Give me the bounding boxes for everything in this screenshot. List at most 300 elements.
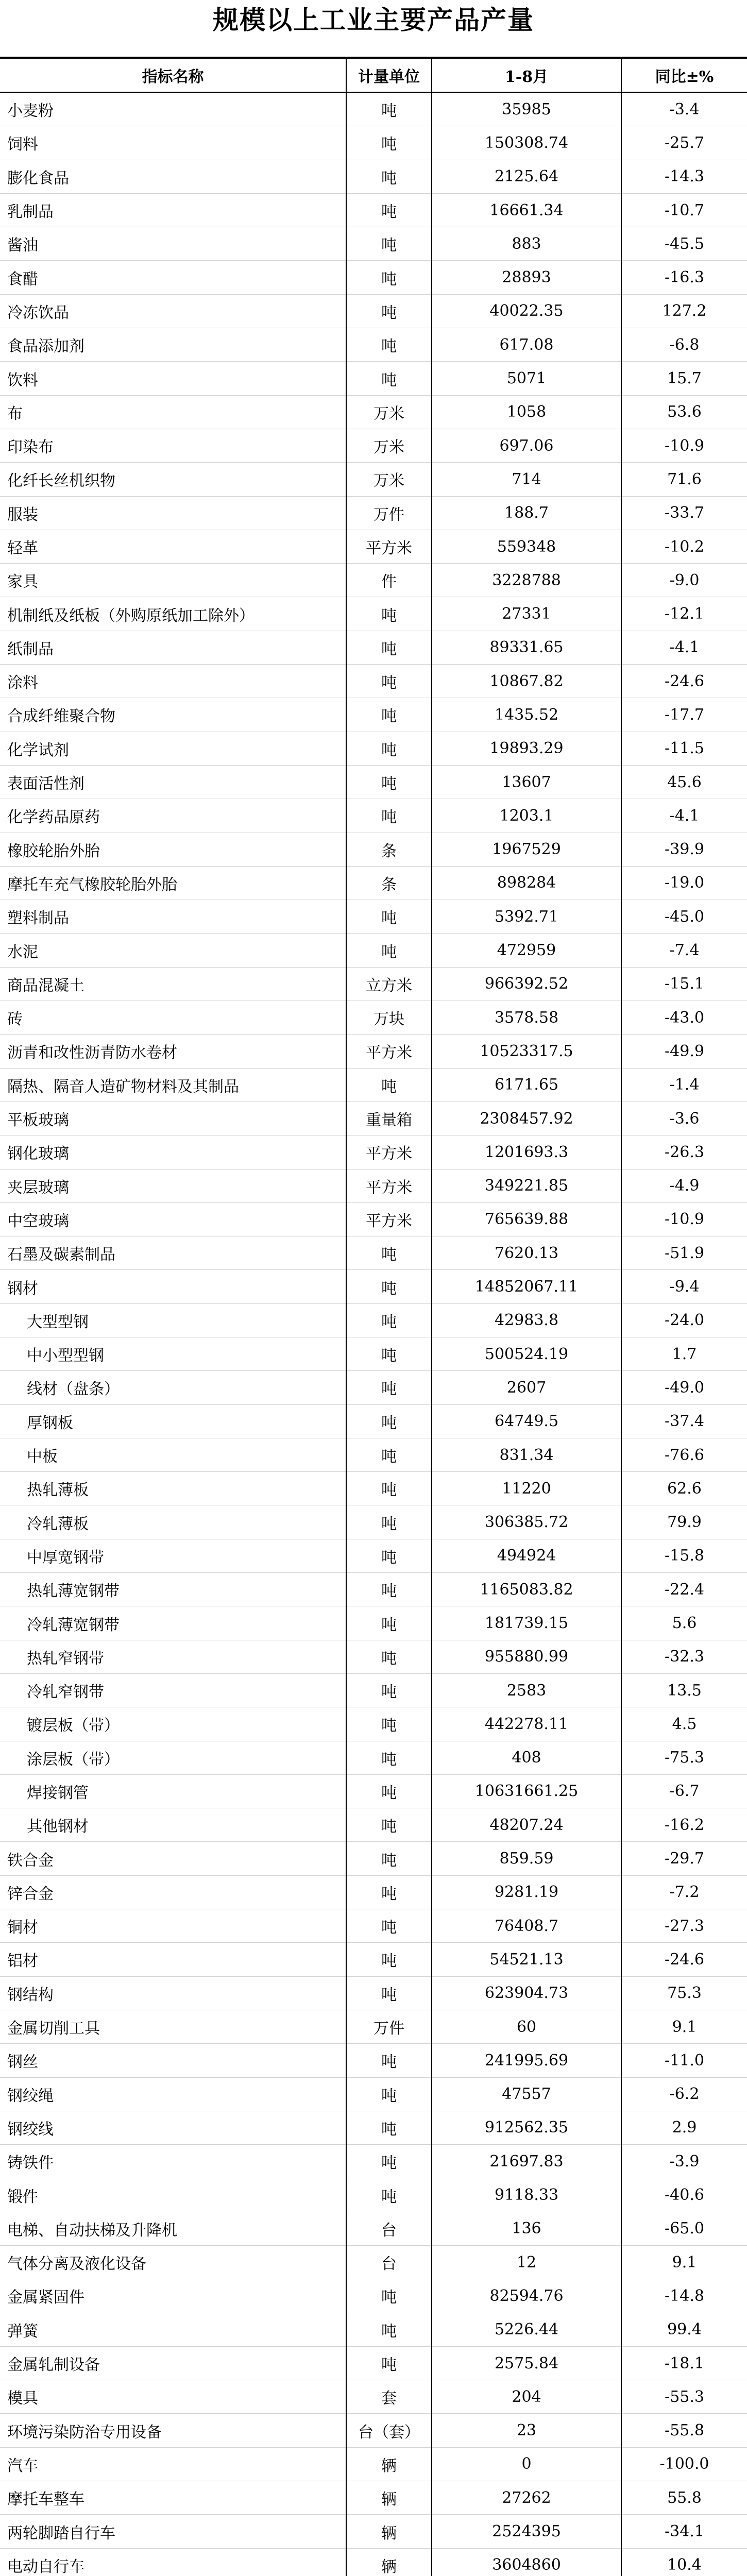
row-name: 锻件 xyxy=(0,2178,346,2212)
row-value: 1435.52 xyxy=(432,698,621,732)
table-row xyxy=(0,2212,747,2245)
table-row xyxy=(0,294,747,328)
row-value: 912562.35 xyxy=(432,2111,621,2144)
row-yoy: -12.1 xyxy=(621,597,747,631)
row-value: 955880.99 xyxy=(432,1640,621,1673)
table-row xyxy=(0,1774,747,1808)
row-name: 铜材 xyxy=(0,1909,346,1943)
table-row xyxy=(0,1101,747,1135)
row-value: 12 xyxy=(432,2246,621,2279)
row-name: 家具 xyxy=(0,564,346,597)
table-row xyxy=(0,261,747,294)
row-value: 1201693.3 xyxy=(432,1136,621,1169)
row-yoy: 1.7 xyxy=(621,1337,747,1370)
row-name: 涂层板（带） xyxy=(0,1741,346,1774)
row-unit: 吨 xyxy=(346,934,432,967)
row-name: 中板 xyxy=(0,1438,346,1471)
row-unit: 吨 xyxy=(346,665,432,698)
row-value: 5392.71 xyxy=(432,900,621,934)
row-value: 2125.64 xyxy=(432,160,621,193)
row-name: 化学药品原药 xyxy=(0,799,346,833)
row-value: 204 xyxy=(432,2380,621,2414)
row-yoy: -39.9 xyxy=(621,833,747,866)
row-yoy: -76.6 xyxy=(621,1438,747,1471)
row-name: 环境污染防治专用设备 xyxy=(0,2414,346,2447)
row-value: 349221.85 xyxy=(432,1169,621,1202)
row-unit: 辆 xyxy=(346,2481,432,2515)
row-name: 塑料制品 xyxy=(0,900,346,934)
row-value: 714 xyxy=(432,463,621,496)
row-yoy: -1.4 xyxy=(621,1068,747,1101)
row-unit: 吨 xyxy=(346,160,432,193)
row-yoy: -32.3 xyxy=(621,1640,747,1673)
row-value: 11220 xyxy=(432,1472,621,1505)
table-row xyxy=(0,564,747,597)
row-unit: 吨 xyxy=(346,227,432,261)
row-unit: 吨 xyxy=(346,1371,432,1404)
row-value: 28893 xyxy=(432,261,621,294)
row-yoy: 10.4 xyxy=(621,2548,747,2576)
header-row xyxy=(0,58,747,92)
row-value: 3604860 xyxy=(432,2548,621,2576)
row-yoy: -10.2 xyxy=(621,530,747,563)
table-row xyxy=(0,2380,747,2414)
row-value: 76408.7 xyxy=(432,1909,621,1943)
row-yoy: 62.6 xyxy=(621,1472,747,1505)
row-yoy: -27.3 xyxy=(621,1909,747,1943)
row-value: 5226.44 xyxy=(432,2313,621,2346)
table-row xyxy=(0,1842,747,1875)
row-unit: 吨 xyxy=(346,1808,432,1842)
row-value: 500524.19 xyxy=(432,1337,621,1370)
row-name: 铁合金 xyxy=(0,1842,346,1875)
row-name: 热轧窄钢带 xyxy=(0,1640,346,1673)
row-unit: 吨 xyxy=(346,2279,432,2313)
row-yoy: -49.9 xyxy=(621,1035,747,1068)
row-name: 酱油 xyxy=(0,227,346,261)
row-unit: 吨 xyxy=(346,1707,432,1741)
row-name: 铸铁件 xyxy=(0,2145,346,2178)
row-name: 摩托车充气橡胶轮胎外胎 xyxy=(0,866,346,900)
row-unit: 辆 xyxy=(346,2515,432,2548)
row-yoy: -11.5 xyxy=(621,732,747,765)
row-name: 布 xyxy=(0,395,346,429)
row-unit: 吨 xyxy=(346,900,432,934)
table-row xyxy=(0,2111,747,2144)
table-row xyxy=(0,1976,747,2010)
row-unit: 辆 xyxy=(346,2447,432,2481)
row-unit: 万米 xyxy=(346,395,432,429)
row-yoy: -24.6 xyxy=(621,665,747,698)
row-unit: 台 xyxy=(346,2246,432,2279)
row-yoy: 13.5 xyxy=(621,1673,747,1707)
table-row xyxy=(0,1236,747,1270)
row-yoy: 5.6 xyxy=(621,1606,747,1640)
table-row xyxy=(0,1673,747,1707)
row-value: 9281.19 xyxy=(432,1875,621,1909)
row-name: 水泥 xyxy=(0,934,346,967)
row-value: 442278.11 xyxy=(432,1707,621,1741)
row-name: 化纤长丝机织物 xyxy=(0,463,346,496)
row-yoy: -75.3 xyxy=(621,1741,747,1774)
row-unit: 吨 xyxy=(346,1539,432,1572)
row-name: 中空玻璃 xyxy=(0,1202,346,1236)
row-value: 35985 xyxy=(432,92,621,126)
row-unit: 吨 xyxy=(346,1573,432,1606)
row-unit: 吨 xyxy=(346,631,432,664)
row-name: 线材（盘条） xyxy=(0,1371,346,1404)
row-yoy: -26.3 xyxy=(621,1136,747,1169)
table-row xyxy=(0,934,747,967)
row-value: 181739.15 xyxy=(432,1606,621,1640)
row-unit: 平方米 xyxy=(346,530,432,563)
row-value: 1203.1 xyxy=(432,799,621,833)
row-value: 47557 xyxy=(432,2077,621,2111)
row-name: 中小型型钢 xyxy=(0,1337,346,1370)
table-row xyxy=(0,967,747,1001)
row-value: 472959 xyxy=(432,934,621,967)
table-row xyxy=(0,1068,747,1101)
row-name: 石墨及碳素制品 xyxy=(0,1236,346,1270)
row-value: 831.34 xyxy=(432,1438,621,1471)
table-row xyxy=(0,1035,747,1068)
row-unit: 吨 xyxy=(346,1236,432,1270)
row-value: 2607 xyxy=(432,1371,621,1404)
table-row xyxy=(0,799,747,833)
table-row xyxy=(0,2077,747,2111)
row-name: 机制纸及纸板（外购原纸加工除外） xyxy=(0,597,346,631)
table-row xyxy=(0,1640,747,1673)
row-name: 乳制品 xyxy=(0,193,346,227)
row-unit: 吨 xyxy=(346,1505,432,1539)
row-name: 饮料 xyxy=(0,362,346,395)
table-row xyxy=(0,2447,747,2481)
row-unit: 吨 xyxy=(346,2313,432,2346)
row-value: 494924 xyxy=(432,1539,621,1572)
row-yoy: -6.2 xyxy=(621,2077,747,2111)
row-yoy: -15.8 xyxy=(621,1539,747,1572)
row-value: 617.08 xyxy=(432,328,621,362)
row-yoy: -3.4 xyxy=(621,92,747,126)
row-unit: 吨 xyxy=(346,193,432,227)
row-yoy: -17.7 xyxy=(621,698,747,732)
table-row xyxy=(0,1270,747,1303)
row-yoy: -34.1 xyxy=(621,2515,747,2548)
row-value: 2583 xyxy=(432,1673,621,1707)
row-unit: 台 xyxy=(346,2212,432,2245)
row-yoy: -65.0 xyxy=(621,2212,747,2245)
row-unit: 万件 xyxy=(346,2010,432,2043)
row-value: 14852067.11 xyxy=(432,1270,621,1303)
row-yoy: 45.6 xyxy=(621,765,747,799)
row-value: 559348 xyxy=(432,530,621,563)
table-row xyxy=(0,1169,747,1202)
table-row xyxy=(0,665,747,698)
row-yoy: -16.3 xyxy=(621,261,747,294)
row-yoy: -4.1 xyxy=(621,631,747,664)
row-yoy: 127.2 xyxy=(621,294,747,328)
row-unit: 吨 xyxy=(346,1606,432,1640)
row-value: 60 xyxy=(432,2010,621,2043)
row-value: 10631661.25 xyxy=(432,1774,621,1808)
row-value: 2308457.92 xyxy=(432,1101,621,1135)
row-yoy: -19.0 xyxy=(621,866,747,900)
row-yoy: -7.2 xyxy=(621,1875,747,1909)
row-yoy: 9.1 xyxy=(621,2246,747,2279)
row-name: 金属轧制设备 xyxy=(0,2346,346,2380)
row-unit: 重量箱 xyxy=(346,1101,432,1135)
row-name: 砖 xyxy=(0,1001,346,1035)
table-row xyxy=(0,1943,747,1976)
row-name: 表面活性剂 xyxy=(0,765,346,799)
row-unit: 吨 xyxy=(346,1303,432,1337)
row-yoy: -15.1 xyxy=(621,967,747,1001)
table-row xyxy=(0,698,747,732)
row-value: 241995.69 xyxy=(432,2044,621,2077)
row-value: 42983.8 xyxy=(432,1303,621,1337)
row-yoy: 55.8 xyxy=(621,2481,747,2515)
row-name: 商品混凝土 xyxy=(0,967,346,1001)
row-unit: 平方米 xyxy=(346,1035,432,1068)
row-value: 7620.13 xyxy=(432,1236,621,1270)
table-row xyxy=(0,2346,747,2380)
row-yoy: -3.6 xyxy=(621,1101,747,1135)
row-yoy: -10.9 xyxy=(621,1202,747,1236)
row-unit: 条 xyxy=(346,833,432,866)
row-value: 898284 xyxy=(432,866,621,900)
row-value: 10867.82 xyxy=(432,665,621,698)
row-name: 纸制品 xyxy=(0,631,346,664)
row-unit: 万块 xyxy=(346,1001,432,1035)
row-value: 82594.76 xyxy=(432,2279,621,2313)
row-value: 623904.73 xyxy=(432,1976,621,2010)
row-value: 188.7 xyxy=(432,496,621,530)
table-row xyxy=(0,395,747,429)
row-yoy: -6.8 xyxy=(621,328,747,362)
row-yoy: -100.0 xyxy=(621,2447,747,2481)
row-name: 电梯、自动扶梯及升降机 xyxy=(0,2212,346,2245)
row-value: 765639.88 xyxy=(432,1202,621,1236)
row-name: 钢材 xyxy=(0,1270,346,1303)
row-unit: 万米 xyxy=(346,463,432,496)
table-row xyxy=(0,2044,747,2077)
row-yoy: -49.0 xyxy=(621,1371,747,1404)
table-row xyxy=(0,900,747,934)
table-row xyxy=(0,631,747,664)
row-name: 两轮脚踏自行车 xyxy=(0,2515,346,2548)
row-name: 冷冻饮品 xyxy=(0,294,346,328)
row-value: 150308.74 xyxy=(432,126,621,160)
row-unit: 吨 xyxy=(346,2178,432,2212)
row-yoy: 75.3 xyxy=(621,1976,747,2010)
row-name: 夹层玻璃 xyxy=(0,1169,346,1202)
row-value: 64749.5 xyxy=(432,1404,621,1438)
row-name: 镀层板（带） xyxy=(0,1707,346,1741)
table-row xyxy=(0,227,747,261)
row-unit: 吨 xyxy=(346,698,432,732)
row-yoy: 53.6 xyxy=(621,395,747,429)
row-name: 橡胶轮胎外胎 xyxy=(0,833,346,866)
row-yoy: 9.1 xyxy=(621,2010,747,2043)
table-row xyxy=(0,1303,747,1337)
header-yoy-change: 同比±% xyxy=(621,58,747,92)
table-row xyxy=(0,92,747,126)
row-value: 9118.33 xyxy=(432,2178,621,2212)
row-name: 小麦粉 xyxy=(0,92,346,126)
row-name: 合成纤维聚合物 xyxy=(0,698,346,732)
row-value: 89331.65 xyxy=(432,631,621,664)
row-unit: 平方米 xyxy=(346,1169,432,1202)
table-row xyxy=(0,732,747,765)
row-value: 697.06 xyxy=(432,429,621,462)
row-unit: 立方米 xyxy=(346,967,432,1001)
row-unit: 吨 xyxy=(346,2346,432,2380)
row-name: 金属切削工具 xyxy=(0,2010,346,2043)
row-name: 平板玻璃 xyxy=(0,1101,346,1135)
row-yoy: -9.4 xyxy=(621,1270,747,1303)
row-value: 27262 xyxy=(432,2481,621,2515)
table-row xyxy=(0,2548,747,2576)
row-yoy: -55.3 xyxy=(621,2380,747,2414)
row-unit: 吨 xyxy=(346,362,432,395)
table-row xyxy=(0,126,747,160)
table-row xyxy=(0,2145,747,2178)
row-unit: 吨 xyxy=(346,1976,432,2010)
row-yoy: -9.0 xyxy=(621,564,747,597)
row-value: 136 xyxy=(432,2212,621,2245)
row-yoy: -6.7 xyxy=(621,1774,747,1808)
table-row xyxy=(0,1741,747,1774)
row-name: 摩托车整车 xyxy=(0,2481,346,2515)
table-row xyxy=(0,496,747,530)
row-yoy: -10.7 xyxy=(621,193,747,227)
row-unit: 吨 xyxy=(346,261,432,294)
table-row xyxy=(0,2481,747,2515)
table-row xyxy=(0,765,747,799)
row-name: 热轧薄板 xyxy=(0,1472,346,1505)
row-unit: 套 xyxy=(346,2380,432,2414)
table-row xyxy=(0,2414,747,2447)
row-name: 钢化玻璃 xyxy=(0,1136,346,1169)
row-unit: 万件 xyxy=(346,496,432,530)
row-yoy: -40.6 xyxy=(621,2178,747,2212)
row-name: 大型型钢 xyxy=(0,1303,346,1337)
table-row xyxy=(0,833,747,866)
row-yoy: -45.5 xyxy=(621,227,747,261)
row-name: 气体分离及液化设备 xyxy=(0,2246,346,2279)
table-row xyxy=(0,160,747,193)
row-value: 16661.34 xyxy=(432,193,621,227)
row-value: 1165083.82 xyxy=(432,1573,621,1606)
row-unit: 吨 xyxy=(346,1875,432,1909)
row-unit: 吨 xyxy=(346,1673,432,1707)
row-name: 冷轧窄钢带 xyxy=(0,1673,346,1707)
page-title: 规模以上工业主要产品产量 xyxy=(213,5,534,35)
row-value: 408 xyxy=(432,1741,621,1774)
row-name: 汽车 xyxy=(0,2447,346,2481)
table-row xyxy=(0,597,747,631)
table-row xyxy=(0,530,747,563)
row-name: 沥青和改性沥青防水卷材 xyxy=(0,1035,346,1068)
row-name: 热轧薄宽钢带 xyxy=(0,1573,346,1606)
row-yoy: 71.6 xyxy=(621,463,747,496)
row-value: 0 xyxy=(432,2447,621,2481)
row-value: 3228788 xyxy=(432,564,621,597)
table-row xyxy=(0,1438,747,1471)
row-yoy: -4.1 xyxy=(621,799,747,833)
row-name: 厚钢板 xyxy=(0,1404,346,1438)
row-name: 其他钢材 xyxy=(0,1808,346,1842)
row-unit: 件 xyxy=(346,564,432,597)
table-row xyxy=(0,2178,747,2212)
table-body xyxy=(0,92,747,2576)
row-unit: 吨 xyxy=(346,1438,432,1471)
row-value: 27331 xyxy=(432,597,621,631)
row-unit: 吨 xyxy=(346,1640,432,1673)
table-row xyxy=(0,866,747,900)
table-row xyxy=(0,1472,747,1505)
row-yoy: -25.7 xyxy=(621,126,747,160)
table-row xyxy=(0,1606,747,1640)
row-yoy: -3.9 xyxy=(621,2145,747,2178)
row-unit: 辆 xyxy=(346,2548,432,2576)
row-name: 涂料 xyxy=(0,665,346,698)
row-yoy: -33.7 xyxy=(621,496,747,530)
row-name: 膨化食品 xyxy=(0,160,346,193)
row-value: 48207.24 xyxy=(432,1808,621,1842)
table-row xyxy=(0,1337,747,1370)
row-unit: 吨 xyxy=(346,1270,432,1303)
row-unit: 万米 xyxy=(346,429,432,462)
row-value: 2575.84 xyxy=(432,2346,621,2380)
row-value: 1058 xyxy=(432,395,621,429)
table-row xyxy=(0,2279,747,2313)
row-unit: 平方米 xyxy=(346,1136,432,1169)
row-yoy: -29.7 xyxy=(621,1842,747,1875)
table-row xyxy=(0,2246,747,2279)
table-row xyxy=(0,1875,747,1909)
row-unit: 吨 xyxy=(346,2111,432,2144)
row-yoy: -16.2 xyxy=(621,1808,747,1842)
row-name: 化学试剂 xyxy=(0,732,346,765)
row-name: 食品添加剂 xyxy=(0,328,346,362)
production-table xyxy=(0,57,747,2576)
row-value: 54521.13 xyxy=(432,1943,621,1976)
row-unit: 吨 xyxy=(346,1472,432,1505)
table-row xyxy=(0,463,747,496)
table-row xyxy=(0,362,747,395)
row-name: 铝材 xyxy=(0,1943,346,1976)
table-row xyxy=(0,328,747,362)
row-value: 1967529 xyxy=(432,833,621,866)
row-name: 饲料 xyxy=(0,126,346,160)
row-name: 印染布 xyxy=(0,429,346,462)
row-value: 6171.65 xyxy=(432,1068,621,1101)
table-row xyxy=(0,1371,747,1404)
row-name: 锌合金 xyxy=(0,1875,346,1909)
row-name: 金属紧固件 xyxy=(0,2279,346,2313)
row-value: 859.59 xyxy=(432,1842,621,1875)
row-yoy: -24.6 xyxy=(621,1943,747,1976)
row-value: 10523317.5 xyxy=(432,1035,621,1068)
row-name: 钢绞线 xyxy=(0,2111,346,2144)
row-yoy: -24.0 xyxy=(621,1303,747,1337)
row-value: 306385.72 xyxy=(432,1505,621,1539)
table-row xyxy=(0,1505,747,1539)
row-name: 钢结构 xyxy=(0,1976,346,2010)
row-yoy: -18.1 xyxy=(621,2346,747,2380)
row-unit: 条 xyxy=(346,866,432,900)
